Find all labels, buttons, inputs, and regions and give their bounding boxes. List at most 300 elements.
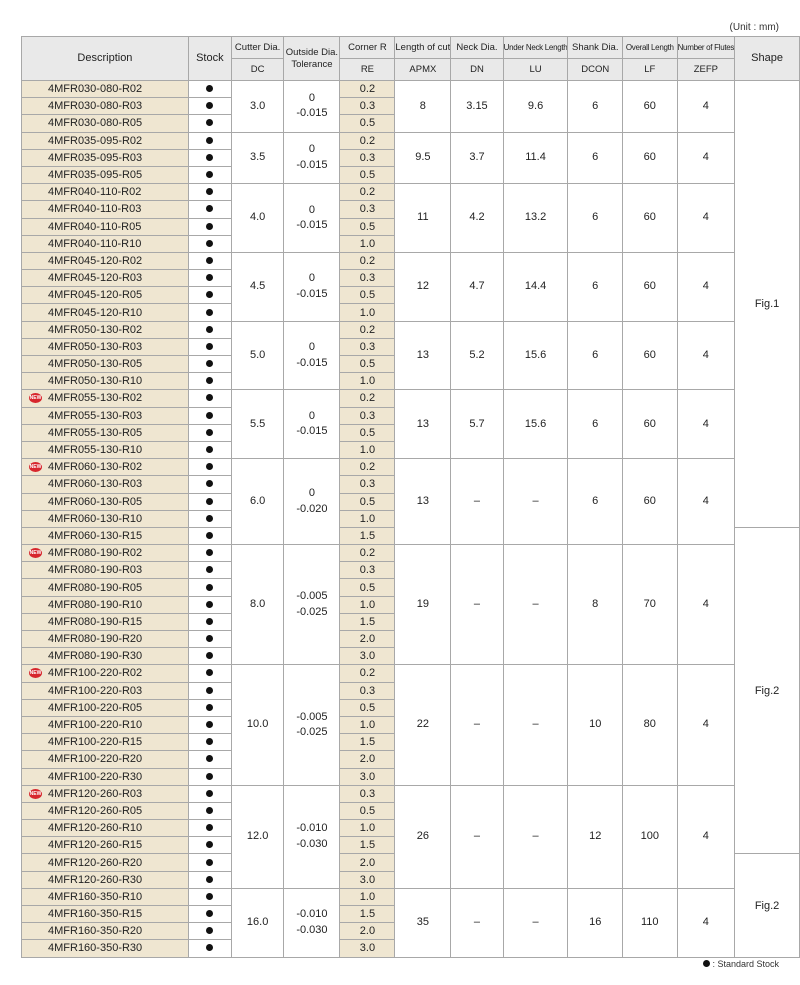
neck-dia: – [451,665,503,785]
unit-note: (Unit : mm) [729,22,779,33]
table-row [22,81,800,98]
under-neck-length: 9.6 [503,81,568,133]
product-code-text: 4MFR100-220-R30 [48,770,143,783]
standard-stock-dot-icon [206,721,213,728]
product-code [22,98,189,115]
shank-dia: 8 [568,545,623,665]
code-dc: DC [231,59,284,81]
product-code [22,235,189,252]
shape-figure: Fig.2 [735,527,800,854]
product-code [22,820,189,837]
length-of-cut: 19 [395,545,451,665]
col-number-of-flutes: Number of Flutes [677,37,735,59]
product-code [22,115,189,132]
outside-dia-tolerance [284,81,340,133]
standard-stock-dot-icon [206,119,213,126]
corner-r: 0.2 [340,184,395,201]
product-code [22,545,189,562]
neck-dia: – [451,545,503,665]
standard-stock-dot-icon [206,944,213,951]
stock-cell [188,871,231,888]
legend-text: : Standard Stock [712,959,779,969]
legend [703,959,779,969]
product-code-text: 4MFR050-130-R05 [48,358,143,371]
stock-cell [188,356,231,373]
number-of-flutes: 4 [677,321,735,390]
corner-r: 0.5 [340,699,395,716]
tolerance-upper: -0.005 [296,710,328,723]
col-cutter-dia: Cutter Dia. [231,37,284,59]
corner-r: 0.3 [340,562,395,579]
corner-r: 1.0 [340,888,395,905]
tolerance-lower: -0.030 [296,837,328,850]
corner-r: 3.0 [340,940,395,957]
cutter-dia: 4.5 [231,252,284,321]
standard-stock-dot-icon [206,755,213,762]
product-code-text: 4MFR045-120-R10 [48,306,143,319]
standard-stock-dot-icon [206,85,213,92]
outside-dia-tolerance [284,252,340,321]
shank-dia: 6 [568,321,623,390]
corner-r: 0.2 [340,459,395,476]
standard-stock-dot-icon [206,652,213,659]
overall-length: 60 [622,81,677,133]
length-of-cut: 13 [395,459,451,545]
product-code-text: 4MFR080-190-R10 [48,598,143,611]
stock-cell [188,81,231,98]
corner-r: 0.3 [340,338,395,355]
stock-cell [188,132,231,149]
product-code-text: 4MFR160-350-R15 [48,908,143,921]
tolerance-upper: 0 [308,203,315,216]
stock-cell [188,459,231,476]
stock-cell [188,888,231,905]
overall-length: 70 [622,545,677,665]
neck-dia: 4.2 [451,184,503,253]
tolerance-upper: -0.010 [296,908,328,921]
stock-cell [188,854,231,871]
new-badge-icon: NEW [29,670,42,677]
product-code-text: 4MFR045-120-R03 [48,272,143,285]
neck-dia: 4.7 [451,252,503,321]
corner-r: 0.2 [340,81,395,98]
table-row [22,665,800,682]
standard-stock-dot-icon [206,566,213,573]
table-row [22,888,800,905]
tolerance-lower: -0.015 [296,356,328,369]
product-code [22,871,189,888]
product-code [22,906,189,923]
col-description: Description [22,37,189,81]
cutter-dia: 4.0 [231,184,284,253]
code-zefp: ZEFP [677,59,735,81]
corner-r: 0.3 [340,98,395,115]
length-of-cut: 11 [395,184,451,253]
standard-stock-dot-icon [206,807,213,814]
product-code [22,184,189,201]
corner-r: 1.0 [340,716,395,733]
neck-dia: 3.15 [451,81,503,133]
col-corner-r: Corner R [340,37,395,59]
col-shape: Shape [735,37,800,81]
neck-dia: 5.2 [451,321,503,390]
product-code-text: 4MFR055-130-R05 [48,426,143,439]
product-code [22,321,189,338]
product-code-text: 4MFR050-130-R02 [48,323,143,336]
product-code-text: 4MFR080-190-R03 [48,564,143,577]
code-dcon: DCON [568,59,623,81]
tolerance-lower: -0.015 [296,287,328,300]
product-code-text: 4MFR040-110-R10 [48,237,142,250]
stock-cell [188,441,231,458]
corner-r: 0.3 [340,785,395,802]
stock-cell [188,579,231,596]
code-dn: DN [451,59,503,81]
code-lu: LU [503,59,568,81]
outside-dia-tolerance [284,132,340,184]
standard-stock-dot-icon [206,498,213,505]
stock-cell [188,906,231,923]
corner-r: 0.3 [340,270,395,287]
neck-dia: – [451,785,503,888]
stock-cell [188,682,231,699]
standard-stock-dot-icon [206,859,213,866]
overall-length: 60 [622,321,677,390]
product-code [22,631,189,648]
stock-cell [188,115,231,132]
corner-r: 1.5 [340,906,395,923]
stock-cell [188,596,231,613]
standard-stock-dot-icon [206,824,213,831]
overall-length: 100 [622,785,677,888]
under-neck-length: 15.6 [503,390,568,459]
corner-r: 0.2 [340,132,395,149]
shank-dia: 6 [568,459,623,545]
product-code [22,201,189,218]
product-code-text: 4MFR080-190-R02 [48,547,143,560]
corner-r: 2.0 [340,923,395,940]
product-code [22,682,189,699]
corner-r: 0.5 [340,166,395,183]
corner-r: 1.5 [340,837,395,854]
stock-cell [188,751,231,768]
product-code [22,716,189,733]
stock-cell [188,768,231,785]
stock-cell [188,218,231,235]
neck-dia: 3.7 [451,132,503,184]
product-code [22,356,189,373]
standard-stock-dot-icon [206,429,213,436]
standard-stock-dot-icon [206,188,213,195]
cutter-dia: 8.0 [231,545,284,665]
product-code [22,510,189,527]
new-badge-icon: NEW [29,464,42,471]
shank-dia: 12 [568,785,623,888]
product-code-text: 4MFR030-080-R03 [48,100,143,113]
outside-dia-tolerance [284,888,340,957]
product-code [22,562,189,579]
outside-dia-tolerance [284,184,340,253]
tolerance-lower: -0.025 [296,726,328,739]
stock-cell [188,201,231,218]
stock-cell [188,940,231,957]
corner-r: 0.2 [340,665,395,682]
table-row [22,321,800,338]
tolerance-upper: -0.010 [296,822,328,835]
under-neck-length: 15.6 [503,321,568,390]
product-code-text: 4MFR120-260-R15 [48,839,143,852]
standard-stock-dot-icon [206,377,213,384]
stock-cell [188,287,231,304]
stock-cell [188,545,231,562]
product-code-text: 4MFR080-190-R05 [48,581,143,594]
under-neck-length: – [503,888,568,957]
standard-stock-dot-icon [206,205,213,212]
neck-dia: 5.7 [451,390,503,459]
corner-r: 3.0 [340,648,395,665]
under-neck-length: – [503,665,568,785]
length-of-cut: 35 [395,888,451,957]
product-code [22,338,189,355]
stock-cell [188,631,231,648]
product-code [22,802,189,819]
standard-stock-dot-icon [206,171,213,178]
product-code-text: 4MFR035-095-R05 [48,169,143,182]
outside-dia-tolerance [284,321,340,390]
product-code-text: 4MFR060-130-R10 [48,512,143,525]
tolerance-lower: -0.020 [296,502,328,515]
standard-stock-dot-icon [703,960,710,967]
shank-dia: 6 [568,184,623,253]
cutter-dia: 12.0 [231,785,284,888]
stock-cell [188,321,231,338]
shank-dia: 10 [568,665,623,785]
corner-r: 0.5 [340,424,395,441]
standard-stock-dot-icon [206,343,213,350]
col-neck-dia: Neck Dia. [451,37,503,59]
number-of-flutes: 4 [677,665,735,785]
cutter-dia: 10.0 [231,665,284,785]
neck-dia: – [451,888,503,957]
product-code [22,304,189,321]
product-code [22,390,189,407]
product-code-text: 4MFR100-220-R02 [48,667,143,680]
standard-stock-dot-icon [206,291,213,298]
tolerance-upper: 0 [308,272,315,285]
stock-cell [188,424,231,441]
corner-r: 1.0 [340,820,395,837]
outside-dia-tolerance [284,390,340,459]
stock-cell [188,98,231,115]
number-of-flutes: 4 [677,785,735,888]
tolerance-lower: -0.015 [296,425,328,438]
length-of-cut: 22 [395,665,451,785]
product-code [22,287,189,304]
product-code-text: 4MFR060-130-R05 [48,495,143,508]
length-of-cut: 12 [395,252,451,321]
table-row [22,785,800,802]
product-code [22,768,189,785]
outside-dia-tolerance [284,665,340,785]
corner-r: 0.5 [340,356,395,373]
standard-stock-dot-icon [206,669,213,676]
col-stock: Stock [188,37,231,81]
shank-dia: 6 [568,252,623,321]
product-code-text: 4MFR045-120-R02 [48,254,143,267]
tolerance-upper: 0 [308,91,315,104]
number-of-flutes: 4 [677,459,735,545]
corner-r: 0.5 [340,115,395,132]
product-code-text: 4MFR080-190-R30 [48,650,143,663]
standard-stock-dot-icon [206,910,213,917]
product-code [22,940,189,957]
product-code-text: 4MFR055-130-R02 [48,392,143,405]
standard-stock-dot-icon [206,549,213,556]
stock-cell [188,184,231,201]
corner-r: 3.0 [340,871,395,888]
length-of-cut: 26 [395,785,451,888]
stock-cell [188,527,231,544]
stock-cell [188,270,231,287]
tolerance-lower: -0.030 [296,923,328,936]
standard-stock-dot-icon [206,601,213,608]
product-code-text: 4MFR040-110-R03 [48,203,142,216]
overall-length: 60 [622,184,677,253]
outside-dia-tolerance [284,545,340,665]
product-code-text: 4MFR050-130-R10 [48,375,143,388]
cutter-dia: 3.5 [231,132,284,184]
corner-r: 1.0 [340,596,395,613]
product-code-text: 4MFR045-120-R05 [48,289,143,302]
length-of-cut: 9.5 [395,132,451,184]
standard-stock-dot-icon [206,687,213,694]
standard-stock-dot-icon [206,360,213,367]
product-code [22,407,189,424]
standard-stock-dot-icon [206,704,213,711]
product-code-text: 4MFR060-130-R15 [48,529,143,542]
length-of-cut: 13 [395,390,451,459]
corner-r: 0.2 [340,252,395,269]
under-neck-length: 14.4 [503,252,568,321]
stock-cell [188,665,231,682]
length-of-cut: 8 [395,81,451,133]
tolerance-upper: -0.005 [296,590,328,603]
product-code [22,751,189,768]
col-under-neck-length: Under Neck Length [503,37,568,59]
product-code-text: 4MFR050-130-R03 [48,340,143,353]
new-badge-icon: NEW [29,790,42,797]
product-code [22,888,189,905]
product-code-text: 4MFR040-110-R02 [48,186,142,199]
product-code [22,837,189,854]
product-code [22,785,189,802]
product-code [22,854,189,871]
product-code [22,149,189,166]
number-of-flutes: 4 [677,545,735,665]
product-code [22,459,189,476]
product-code [22,648,189,665]
col-shank-dia: Shank Dia. [568,37,623,59]
corner-r: 0.3 [340,682,395,699]
number-of-flutes: 4 [677,252,735,321]
corner-r: 0.2 [340,545,395,562]
standard-stock-dot-icon [206,309,213,316]
standard-stock-dot-icon [206,927,213,934]
under-neck-length: 11.4 [503,132,568,184]
product-code-text: 4MFR035-095-R03 [48,151,143,164]
product-code [22,579,189,596]
stock-cell [188,235,231,252]
overall-length: 80 [622,665,677,785]
stock-cell [188,785,231,802]
product-code [22,132,189,149]
code-re: RE [340,59,395,81]
stock-cell [188,493,231,510]
standard-stock-dot-icon [206,137,213,144]
standard-stock-dot-icon [206,463,213,470]
product-code [22,441,189,458]
product-code [22,596,189,613]
standard-stock-dot-icon [206,240,213,247]
product-code-text: 4MFR055-130-R10 [48,444,143,457]
product-code-text: 4MFR100-220-R05 [48,701,143,714]
table-row [22,459,800,476]
product-code-text: 4MFR120-260-R20 [48,856,143,869]
standard-stock-dot-icon [206,326,213,333]
tolerance-upper: 0 [308,341,315,354]
number-of-flutes: 4 [677,184,735,253]
corner-r: 0.5 [340,579,395,596]
code-lf: LF [622,59,677,81]
product-code-text: 4MFR100-220-R20 [48,753,143,766]
spec-table [21,36,800,958]
product-code [22,476,189,493]
stock-cell [188,734,231,751]
standard-stock-dot-icon [206,394,213,401]
outside-dia-tolerance [284,459,340,545]
under-neck-length: – [503,459,568,545]
tolerance-upper: 0 [308,143,315,156]
product-code-text: 4MFR055-130-R03 [48,409,143,422]
table-row [22,184,800,201]
number-of-flutes: 4 [677,390,735,459]
stock-cell [188,166,231,183]
under-neck-length: – [503,545,568,665]
stock-cell [188,923,231,940]
corner-r: 0.5 [340,287,395,304]
corner-r: 0.3 [340,476,395,493]
shank-dia: 16 [568,888,623,957]
product-code-text: 4MFR100-220-R10 [48,719,143,732]
stock-cell [188,338,231,355]
standard-stock-dot-icon [206,635,213,642]
corner-r: 0.5 [340,493,395,510]
product-code-text: 4MFR060-130-R02 [48,461,143,474]
product-code [22,527,189,544]
spec-table-body [22,81,800,958]
shank-dia: 6 [568,390,623,459]
product-code [22,665,189,682]
new-badge-icon: NEW [29,550,42,557]
corner-r: 0.2 [340,321,395,338]
under-neck-length: – [503,785,568,888]
length-of-cut: 13 [395,321,451,390]
overall-length: 60 [622,390,677,459]
corner-r: 3.0 [340,768,395,785]
corner-r: 1.0 [340,441,395,458]
stock-cell [188,613,231,630]
standard-stock-dot-icon [206,584,213,591]
